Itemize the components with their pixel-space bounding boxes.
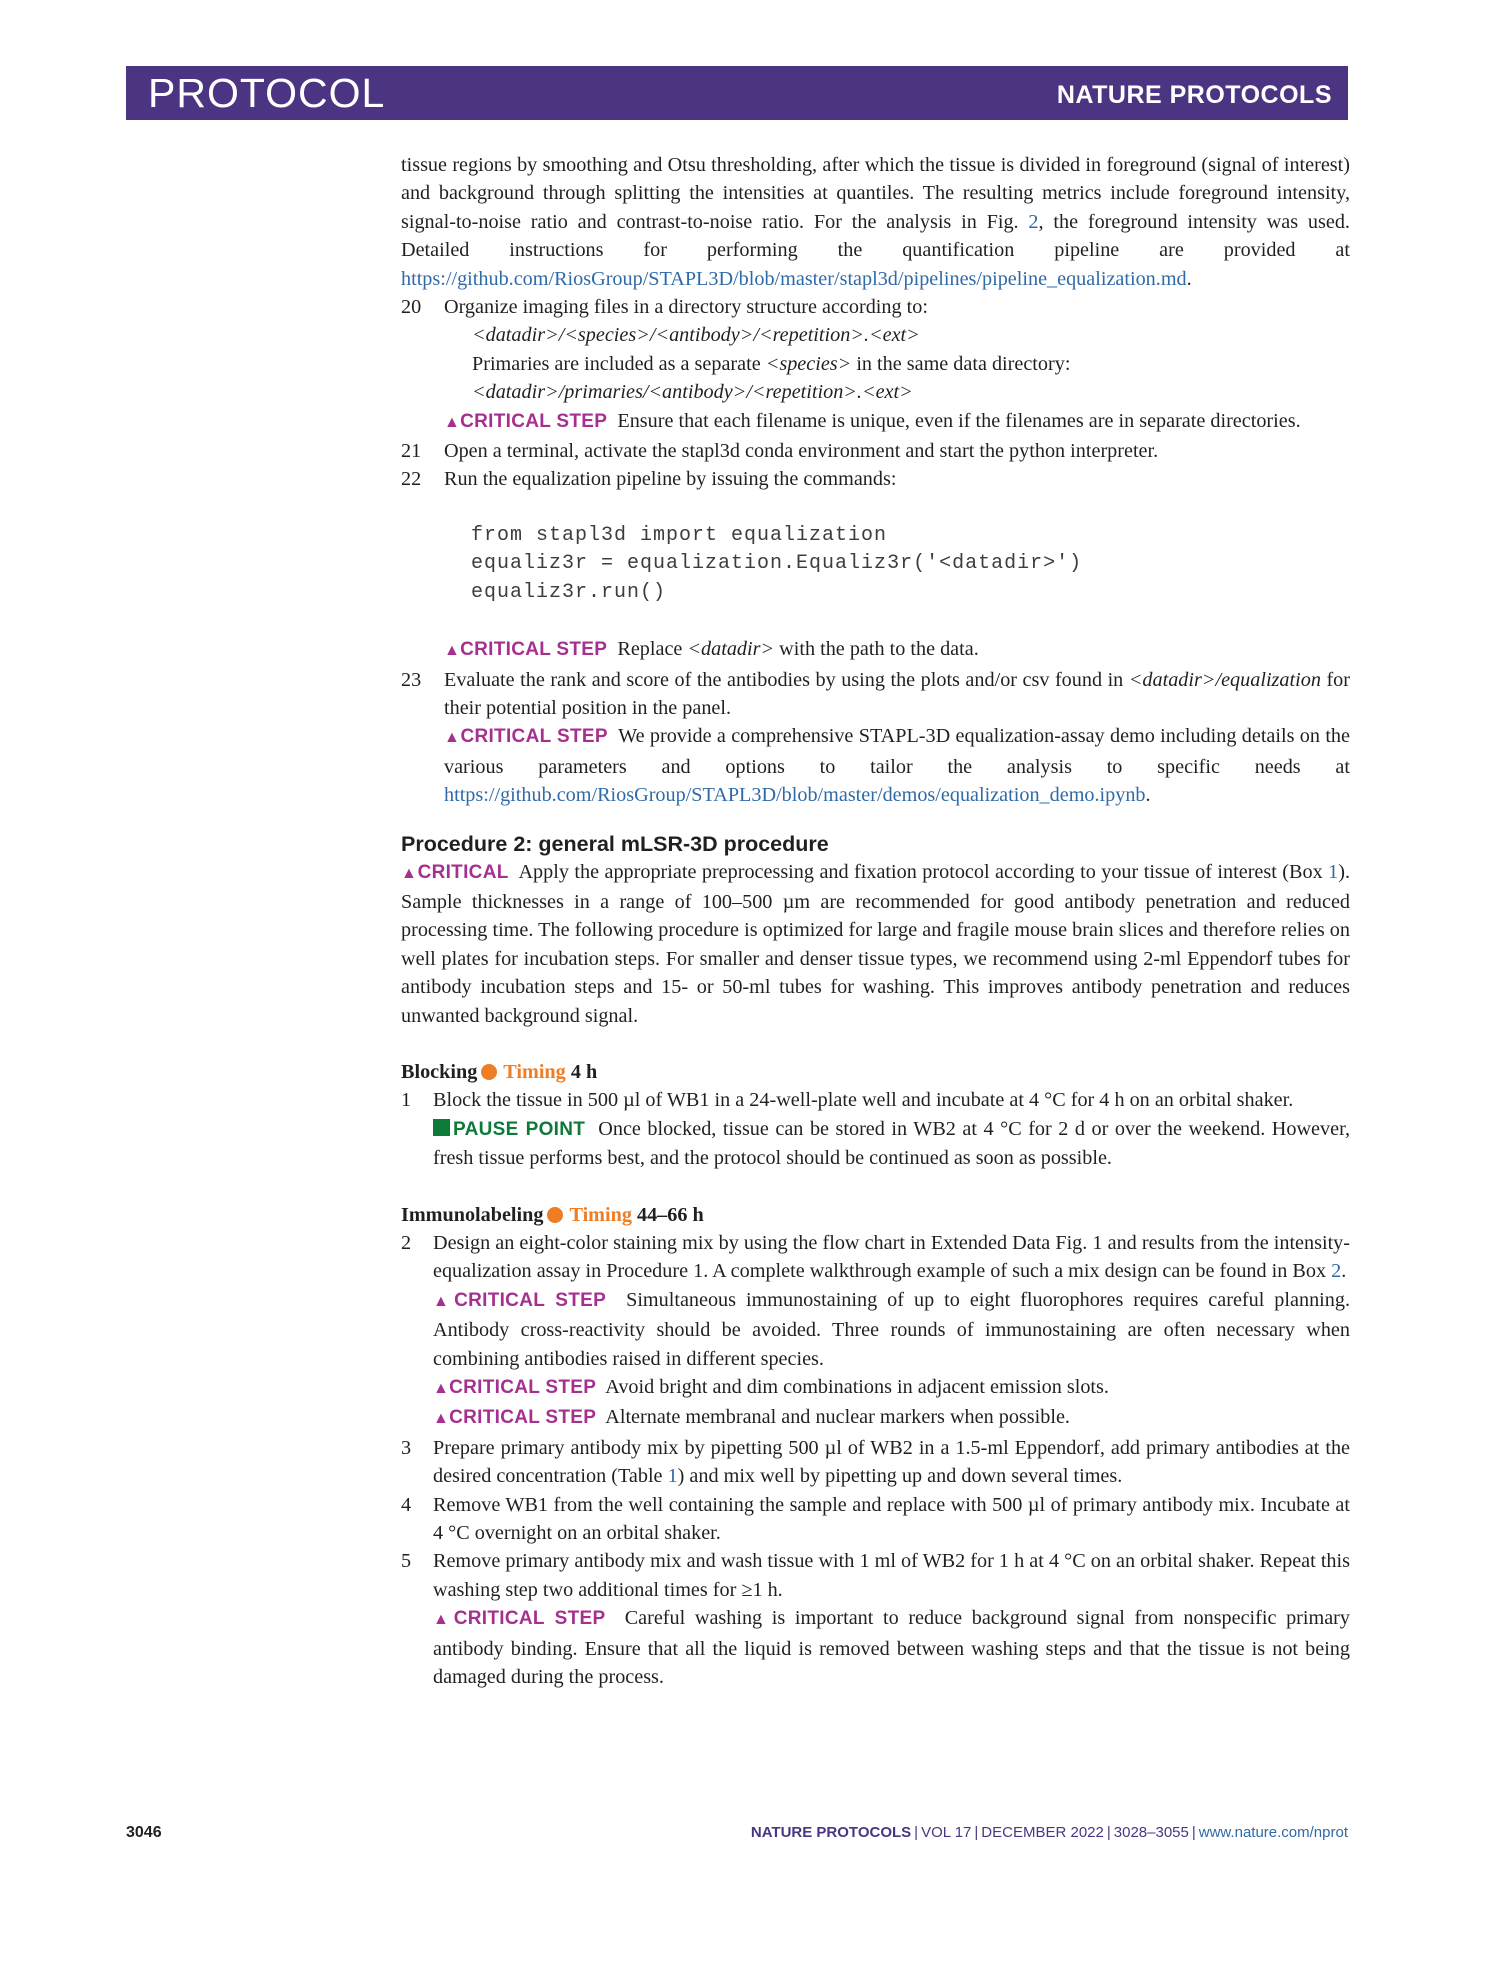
journal-name: NATURE PROTOCOLS <box>1056 81 1332 109</box>
step-text: Evaluate the rank and score of the antibodies by using the plots and/or csv found in <datadir>/equalization for their potential position in the panel. <box>444 668 1350 719</box>
step-number: 1 <box>401 1089 412 1112</box>
pause-square-icon <box>433 1119 450 1136</box>
critical-step-label: ▲CRITICAL STEP <box>444 639 608 661</box>
footer-citation: NATURE PROTOCOLS | VOL 17 | DECEMBER 2022 | 3028–3055 | www.nature.com/nprot <box>750 1824 1348 1841</box>
critical-step-note: ▲CRITICAL STEP Replace <datadir> with the path to the data. <box>444 638 979 661</box>
critical-step-note: ▲CRITICAL STEP We provide a comprehensive STAPL-3D equalization-assay demo including details on the various parameters and options to tailor the analysis to specific needs at https://github.com/RiosGroup/STAPL3D/blob/master/demos/equalization_demo.ipynb. <box>444 725 1350 807</box>
step-text: Open a terminal, activate the stapl3d conda environment and start the python interpreter. <box>444 440 1159 463</box>
fig-2-link[interactable]: 2 <box>1028 210 1039 233</box>
timing-dot-icon <box>481 1064 497 1080</box>
footer-journal: NATURE PROTOCOLS <box>750 1824 912 1841</box>
warning-triangle-icon: ▲ <box>401 864 418 882</box>
directory-path: <datadir>/<species>/<antibody>/<repetition>.<ext> <box>472 324 920 347</box>
blocking-heading: Blocking Timing 4 h <box>401 1060 598 1083</box>
intro-paragraph: tissue regions by smoothing and Otsu thresholding, after which the tissue is divided in foreground (signal of interest) and background through splitting the intensities at quantiles. The resulting metrics include foreground intensity, signal-to-noise ratio and contrast-to-noise ratio. For the analysis in Fig. 2, the foreground intensity was used. Detailed instructions for performing the quantification pipeline are provided at https://github.com/RiosGroup/STAPL3D/blob/master/stapl3d/pipelines/pipeline_equalization.md. <box>401 154 1350 290</box>
footer-volume: VOL 17 <box>921 1824 972 1841</box>
step-text: Run the equalization pipeline by issuing the commands: <box>444 468 897 491</box>
pause-point-label: PAUSE POINT <box>433 1119 585 1140</box>
step-22 <box>401 465 1350 493</box>
box-2-link[interactable]: 2 <box>1331 1260 1342 1283</box>
pause-point-note: PAUSE POINT Once blocked, tissue can be stored in WB2 at 4 °C for 2 d or over the weekend. However, fresh tissue performs best, and the protocol should be continued as soon as possible. <box>433 1117 1351 1170</box>
footer-url-link[interactable]: www.nature.com/nprot <box>1198 1824 1348 1841</box>
table-1-link[interactable]: 1 <box>667 1465 678 1488</box>
step-text: Remove primary antibody mix and wash tissue with 1 ml of WB2 for 1 h at 4 °C on an orbital shaker. Repeat this washing step two additional times for ≥1 h. <box>433 1550 1350 1601</box>
step-23 <box>401 666 1350 810</box>
section-label: PROTOCOL <box>148 70 386 116</box>
critical-step-label: ▲CRITICAL STEP <box>433 1377 597 1399</box>
page-number: 3046 <box>126 1824 162 1841</box>
procedure-2-heading: Procedure 2: general mLSR-3D procedure <box>401 831 829 856</box>
code-block <box>401 522 1350 607</box>
step-number: 21 <box>401 440 422 463</box>
step-text: Design an eight-color staining mix by using the flow chart in Extended Data Fig. 1 and results from the intensity-equalization assay in Procedure 1. A complete walkthrough example of such a mix design can be found in Box 2. <box>433 1232 1350 1283</box>
step-text: Organize imaging files in a directory structure according to: <box>444 296 928 319</box>
warning-triangle-icon: ▲ <box>433 1380 450 1398</box>
critical-step-label: ▲CRITICAL STEP <box>444 726 608 748</box>
primaries-path: <datadir>/primaries/<antibody>/<repetition>.<ext> <box>472 381 913 404</box>
warning-triangle-icon: ▲ <box>433 1410 450 1428</box>
warning-triangle-icon: ▲ <box>433 1292 455 1310</box>
warning-triangle-icon: ▲ <box>433 1611 454 1629</box>
equalization-demo-link[interactable]: https://github.com/RiosGroup/STAPL3D/blob/master/demos/equalization_demo.ipynb <box>444 784 1146 807</box>
footer-date: DECEMBER 2022 <box>981 1824 1104 1841</box>
critical-step-note: ▲CRITICAL STEP Avoid bright and dim combinations in adjacent emission slots. <box>433 1376 1109 1399</box>
step-20 <box>401 293 1350 437</box>
step-text: Remove WB1 from the well containing the sample and replace with 500 µl of primary antibody mix. Incubate at 4 °C overnight on an orbital shaker. <box>433 1493 1350 1545</box>
warning-triangle-icon: ▲ <box>444 413 461 431</box>
step-number: 4 <box>401 1493 412 1516</box>
step-number: 3 <box>401 1436 412 1459</box>
critical-step-note: ▲CRITICAL STEP Careful washing is important to reduce background signal from nonspecific primary antibody binding. Ensure that all the liquid is removed between washing steps and that the tissue is not being damaged during the process. <box>433 1607 1350 1689</box>
step-number: 5 <box>401 1550 412 1573</box>
step-22-critical <box>401 635 1350 665</box>
footer-pages: 3028–3055 <box>1113 1824 1189 1841</box>
step-5 <box>401 1547 1350 1691</box>
step-1 <box>401 1086 1350 1172</box>
step-number: 22 <box>401 468 422 491</box>
code-line: equaliz3r.run() <box>471 580 667 604</box>
step-4 <box>401 1491 1350 1548</box>
step-number: 20 <box>401 296 422 319</box>
critical-step-note: ▲CRITICAL STEP Simultaneous immunostaining of up to eight fluorophores requires careful planning. Antibody cross-reactivity should be avoided. Three rounds of immunostaining are often necessary when combining antibodies raised in different species. <box>433 1288 1351 1370</box>
critical-step-label: ▲CRITICAL STEP <box>433 1608 606 1630</box>
step-number: 23 <box>401 668 422 691</box>
warning-triangle-icon: ▲ <box>444 729 461 747</box>
header-banner <box>126 66 1348 120</box>
critical-step-label: ▲CRITICAL STEP <box>444 410 608 432</box>
critical-step-label: ▲CRITICAL STEP <box>433 1407 597 1429</box>
step-2 <box>401 1229 1350 1434</box>
critical-step-note: ▲CRITICAL STEP Ensure that each filename is unique, even if the filenames are in separate directories. <box>444 409 1301 432</box>
code-line: equaliz3r = equalization.Equaliz3r('<datadir>') <box>471 552 1083 576</box>
primaries-note: Primaries are included as a separate <species> in the same data directory: <box>472 352 1071 375</box>
critical-label: ▲CRITICAL <box>401 861 509 883</box>
box-1-link[interactable]: 1 <box>1328 860 1339 883</box>
pipeline-equalization-link[interactable]: https://github.com/RiosGroup/STAPL3D/blob/master/stapl3d/pipelines/pipeline_equalization.md <box>401 267 1187 290</box>
code-line: from stapl3d import equalization <box>471 523 888 547</box>
step-text: Block the tissue in 500 µl of WB1 in a 24-well-plate well and incubate at 4 °C for 4 h on an orbital shaker. <box>433 1089 1294 1112</box>
step-number: 2 <box>401 1232 412 1254</box>
critical-step-label: ▲CRITICAL STEP <box>433 1289 607 1311</box>
timing-dot-icon <box>547 1207 563 1223</box>
step-21 <box>401 437 1350 465</box>
warning-triangle-icon: ▲ <box>444 642 461 660</box>
step-3 <box>401 1434 1350 1491</box>
critical-step-note: ▲CRITICAL STEP Alternate membranal and nuclear markers when possible. <box>433 1406 1070 1429</box>
immunolabeling-heading: Immunolabeling Timing 44–66 h <box>401 1203 704 1226</box>
main-content <box>401 151 1350 1692</box>
step-text: Prepare primary antibody mix by pipetting 500 µl of WB2 in a 1.5-ml Eppendorf, add primary antibodies at the desired concentration (Table 1) and mix well by pipetting up and down several times. <box>433 1436 1350 1488</box>
procedure-2-critical: ▲CRITICAL Apply the appropriate preprocessing and fixation protocol according to your tissue of interest (Box 1). Sample thicknesses in a range of 100–500 µm are recommended for good antibody penetration and reduced processing time. The following procedure is optimized for large and fragile mouse brain slices and therefore relies on well plates for incubation steps. For smaller and denser tissue types, we recommend using 2-ml Eppendorf tubes for antibody incubation steps and 15- or 50-ml tubes for washing. This improves antibody penetration and reduces unwanted background signal. <box>401 860 1351 1027</box>
